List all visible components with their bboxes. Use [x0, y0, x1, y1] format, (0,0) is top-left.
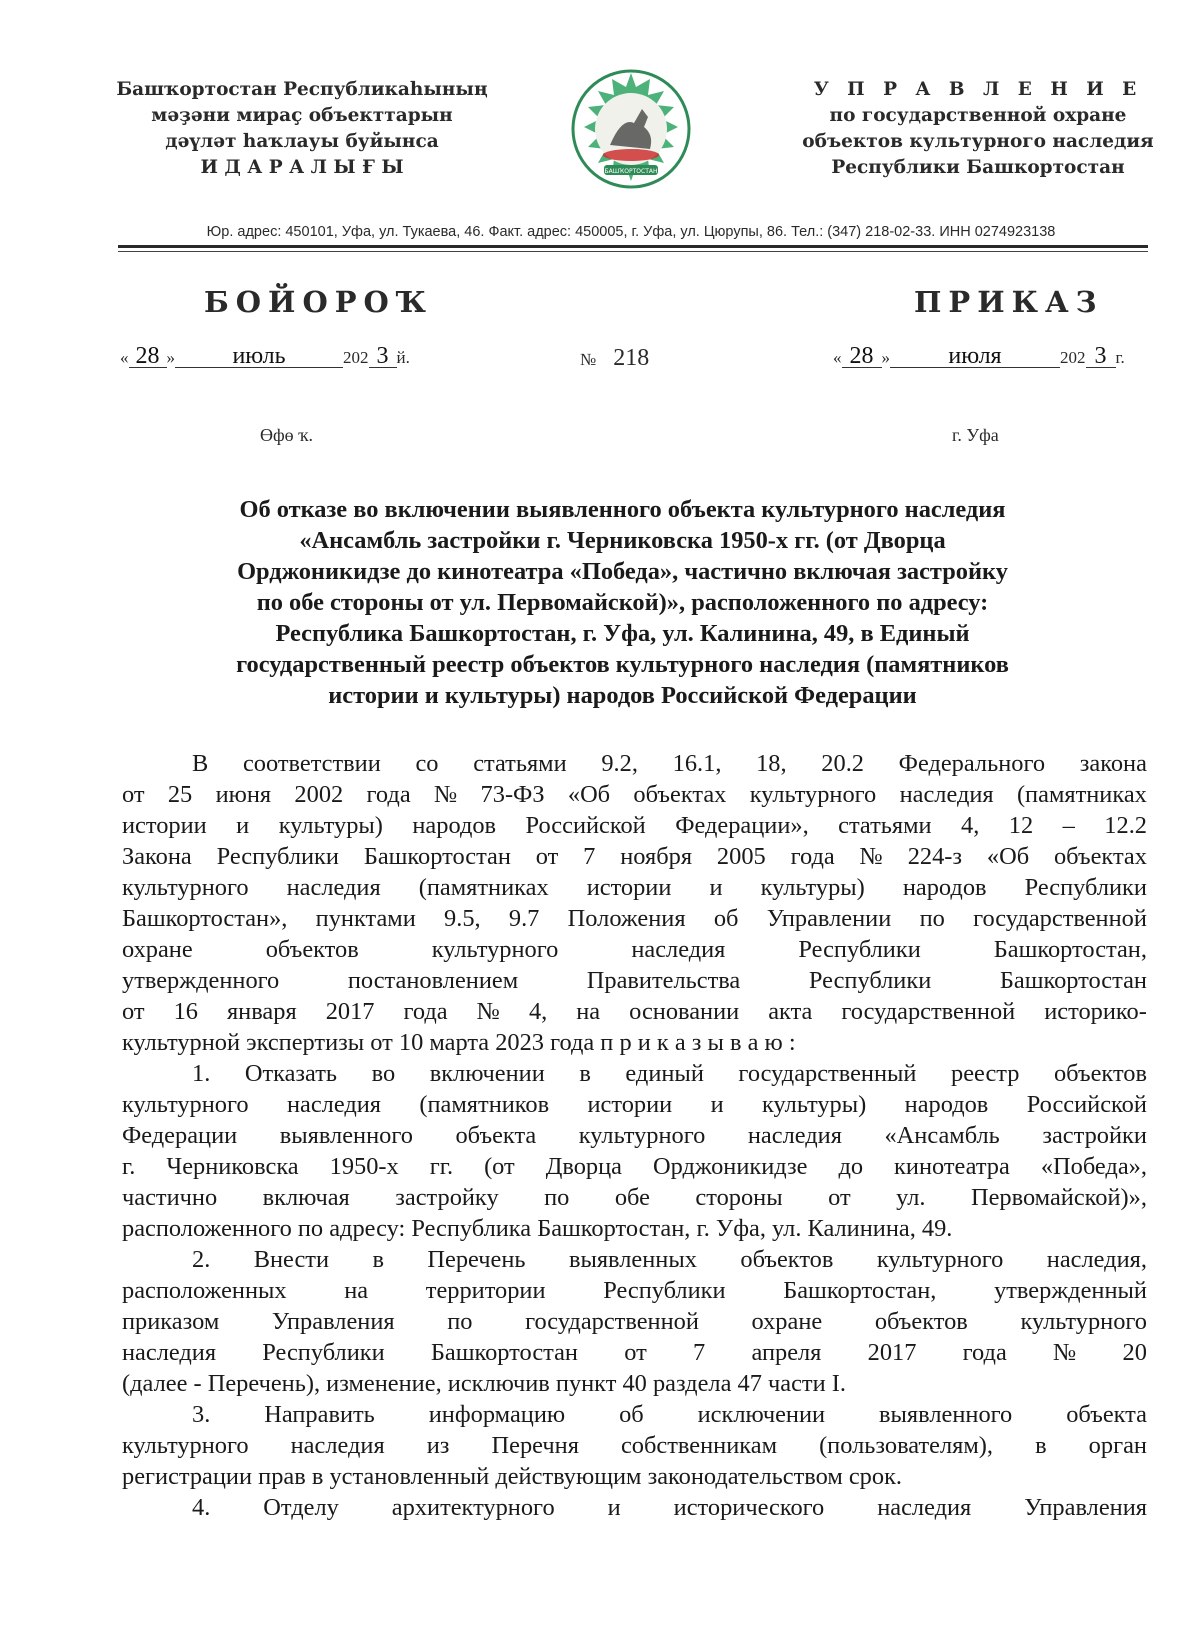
body-word: застройки — [1042, 1122, 1147, 1149]
date-suffix: г. — [1115, 348, 1125, 367]
body-word: объекта — [455, 1122, 537, 1149]
body-word: объектах — [1053, 843, 1147, 870]
body-word: во — [371, 1060, 396, 1087]
body-word: историко- — [1044, 998, 1147, 1025]
body-word: истории — [586, 874, 672, 901]
body-word: 20.2 — [821, 750, 864, 777]
body-word: государственной — [525, 1308, 699, 1335]
body-word: наследия, — [1046, 1246, 1147, 1273]
body-word: Республики — [1024, 874, 1147, 901]
body-word: объектах — [633, 781, 727, 808]
body-word: 9.7 — [508, 905, 540, 932]
body-word: года — [403, 998, 448, 1025]
subject-line: по обе стороны от ул. Первомайской)», расположенного по адресу: — [256, 589, 989, 616]
body-word: объектов — [1053, 1060, 1147, 1087]
body-word: в — [372, 1246, 384, 1273]
body-word: Федерального — [898, 750, 1046, 777]
body-word: собственникам — [620, 1432, 777, 1459]
body-word: из — [426, 1432, 450, 1459]
order-number — [580, 345, 649, 372]
date-right — [833, 345, 1125, 369]
subject-line: истории и культуры) народов Российской Федерации — [328, 682, 917, 709]
body-word: наследия — [286, 1091, 381, 1118]
body-word: от — [535, 843, 559, 870]
header-right-block — [778, 77, 1178, 181]
body-word: Отказать — [244, 1060, 338, 1087]
body-word: «Об — [986, 843, 1030, 870]
body-word: (от — [484, 1153, 515, 1180]
body-word: Правительства — [586, 967, 741, 994]
number-sign: № — [580, 350, 597, 369]
header-divider-thin — [118, 251, 1148, 252]
body-word: (памятниках — [418, 874, 549, 901]
body-word: наследия — [290, 1432, 385, 1459]
body-line — [122, 779, 1147, 810]
body-word: застройку — [395, 1184, 499, 1211]
body-word: 2. — [192, 1246, 211, 1273]
body-word: включении — [429, 1060, 545, 1087]
body-word: 4. — [192, 1494, 211, 1521]
body-word: народов — [904, 1091, 989, 1118]
subject-line: Республика Башкортостан, г. Уфа, ул. Калинина, 49, в Единый — [275, 620, 970, 647]
body-word: государственной — [841, 998, 1016, 1025]
body-word: по — [919, 905, 945, 932]
number-value: 218 — [613, 345, 650, 371]
emblem-caption: БАШҠОРТОСТАН — [604, 168, 658, 175]
body-word: Башкортостан, — [783, 1277, 937, 1304]
body-line — [122, 810, 1147, 841]
body-word: со — [415, 750, 439, 777]
header-right-line: по государственной охране — [829, 105, 1127, 126]
body-word: от — [828, 1184, 851, 1211]
body-word: Российской — [1026, 1091, 1147, 1118]
date-day: 28 — [842, 345, 882, 368]
body-line: расположенного по адресу: Республика Башкортостан, г. Уфа, ул. Калинина, 49. — [122, 1215, 953, 1242]
body-word: культурного — [122, 1432, 249, 1459]
body-word: и — [709, 874, 723, 901]
title-bashkir: БОЙОРОҠ — [204, 285, 433, 319]
body-word: 73-ФЗ — [480, 781, 545, 808]
body-word: Перечня — [491, 1432, 579, 1459]
body-word: народов — [412, 812, 497, 839]
body-word: ноября — [620, 843, 693, 870]
body-word: Закона — [122, 843, 192, 870]
body-word: апреля — [751, 1339, 822, 1366]
body-word: июня — [215, 781, 272, 808]
body-word: 7 — [583, 843, 596, 870]
body-word: 12.2 — [1104, 812, 1147, 839]
body-word: ул. — [896, 1184, 926, 1211]
body-word: в — [579, 1060, 591, 1087]
body-word: объектов — [874, 1308, 968, 1335]
body-word: (памятниках — [1016, 781, 1147, 808]
body-word: № — [476, 998, 500, 1025]
body-word: и — [236, 812, 250, 839]
body-word: охране — [751, 1308, 823, 1335]
title-russian: ПРИКАЗ — [914, 285, 1104, 319]
quote-open: « — [120, 348, 129, 367]
body-line — [122, 1399, 1147, 1430]
body-word: выявленного — [279, 1122, 413, 1149]
body-word: 2017 — [867, 1339, 917, 1366]
subject-line: Об отказе во включении выявленного объекта культурного наследия — [239, 496, 1006, 523]
body-word: 16 — [173, 998, 198, 1025]
body-line: культурной экспертизы от 10 марта 2023 года п р и к а з ы в а ю : — [122, 1029, 796, 1056]
body-word: 4, — [961, 812, 980, 839]
subject-line: государственный реестр объектов культурного наследия (памятников — [236, 651, 1009, 678]
body-word: Управлении — [766, 905, 892, 932]
body-word: года — [962, 1339, 1007, 1366]
body-word: Республики — [603, 1277, 726, 1304]
body-word: Башкортостан — [999, 967, 1147, 994]
body-word: государственный — [738, 1060, 917, 1087]
body-line — [122, 1275, 1147, 1306]
body-word: Республики — [798, 936, 921, 963]
body-word: культуры) — [760, 874, 865, 901]
body-word: информацию — [428, 1401, 566, 1428]
body-word: акта — [768, 998, 813, 1025]
body-word: Управления — [271, 1308, 395, 1335]
body-word: – — [1062, 812, 1075, 839]
body-word: кинотеатра — [894, 1153, 1010, 1180]
body-word: гг. — [429, 1153, 454, 1180]
body-word: обе — [614, 1184, 650, 1211]
body-word: наследия — [899, 781, 994, 808]
body-word: включая — [262, 1184, 350, 1211]
body-word: Федерации», — [675, 812, 809, 839]
date-year-digit: 3 — [1086, 345, 1116, 368]
body-line — [122, 1151, 1147, 1182]
body-word: Управления — [1024, 1494, 1147, 1521]
body-line — [122, 1492, 1147, 1523]
body-word: по — [447, 1308, 473, 1335]
body-word: объектов — [265, 936, 359, 963]
body-word: Внести — [253, 1246, 330, 1273]
date-day: 28 — [129, 345, 167, 368]
body-word: Республики — [808, 967, 932, 994]
body-word: (памятников — [419, 1091, 550, 1118]
body-word: Перечень — [427, 1246, 526, 1273]
body-word: исключении — [697, 1401, 826, 1428]
date-year-prefix: 202 — [343, 348, 369, 367]
body-word: объекта — [1066, 1401, 1147, 1428]
body-word: 7 — [693, 1339, 706, 1366]
body-word: истории — [122, 812, 207, 839]
body-line — [122, 872, 1147, 903]
body-line — [122, 1244, 1147, 1275]
body-word: Башкортостан — [430, 1339, 578, 1366]
body-word: культурного — [876, 1246, 1004, 1273]
body-word: Первомайской)», — [970, 1184, 1147, 1211]
bashkortostan-emblem-icon — [570, 65, 692, 193]
body-word: от — [624, 1339, 647, 1366]
order-subject — [120, 494, 1125, 711]
body-line — [122, 841, 1147, 872]
body-line — [122, 965, 1147, 996]
body-word: об — [713, 905, 739, 932]
header-right-line: Республики Башкортостан — [831, 157, 1125, 178]
body-word: об — [619, 1401, 644, 1428]
body-word: Башкортостан — [363, 843, 511, 870]
body-word: соответствии — [242, 750, 381, 777]
body-word: реестр — [951, 1060, 1020, 1087]
body-word: по — [544, 1184, 570, 1211]
body-word: объектов — [740, 1246, 834, 1273]
body-word: Направить — [264, 1401, 375, 1428]
body-line: регистрации прав в установленный действующим законодательством срок. — [122, 1463, 903, 1490]
subject-line: «Ансамбль застройки г. Черниковска 1950-х гг. (от Дворца — [299, 527, 946, 554]
body-word: наследия — [631, 936, 726, 963]
city-bashkir: Өфө ҡ. — [260, 425, 313, 445]
body-line — [122, 1089, 1147, 1120]
body-word: статьями — [473, 750, 567, 777]
quote-open: « — [833, 348, 842, 367]
date-year-prefix: 202 — [1060, 348, 1086, 367]
body-word: культурного — [749, 781, 877, 808]
body-word: января — [226, 998, 297, 1025]
body-word: наследия — [747, 1122, 842, 1149]
body-word: основании — [629, 998, 740, 1025]
body-word: и — [607, 1494, 621, 1521]
body-word: закона — [1079, 750, 1147, 777]
body-word: Башкортостан», — [122, 905, 288, 932]
body-word: 1950-х — [329, 1153, 399, 1180]
body-word: культурного — [431, 936, 559, 963]
body-word: 18, — [756, 750, 787, 777]
body-line — [122, 996, 1147, 1027]
body-word: государственной — [973, 905, 1147, 932]
body-word: культурного — [578, 1122, 706, 1149]
body-word: Федерации — [122, 1122, 238, 1149]
body-line — [122, 1430, 1147, 1461]
city-russian: г. Уфа — [952, 425, 999, 445]
body-word: 3. — [192, 1401, 211, 1428]
body-word: Положения — [567, 905, 686, 932]
body-word: стороны — [695, 1184, 783, 1211]
body-word: утвержденный — [994, 1277, 1147, 1304]
body-word: от — [122, 781, 145, 808]
body-word: Башкортостан, — [993, 936, 1147, 963]
body-line — [122, 1058, 1147, 1089]
body-word: «Об — [567, 781, 611, 808]
body-word: статьями — [838, 812, 932, 839]
body-word: года — [366, 781, 411, 808]
body-word: территории — [425, 1277, 546, 1304]
body-word: на — [344, 1277, 369, 1304]
body-word: 2005 — [716, 843, 766, 870]
body-word: орган — [1088, 1432, 1147, 1459]
body-word: 16.1, — [672, 750, 722, 777]
body-word: Черниковска — [166, 1153, 299, 1180]
body-word: 9.5, — [444, 905, 481, 932]
quote-close: » — [166, 348, 175, 367]
body-word: Дворца — [545, 1153, 622, 1180]
body-word: 12 — [1008, 812, 1034, 839]
body-word: истории — [587, 1091, 673, 1118]
body-word: наследия — [122, 1339, 217, 1366]
body-word: Российской — [525, 812, 646, 839]
header-divider — [118, 245, 1148, 248]
body-line: (далее - Перечень), изменение, исключив пункт 40 раздела 47 части I. — [122, 1370, 846, 1397]
body-word: и — [710, 1091, 724, 1118]
body-word: № — [1053, 1339, 1077, 1366]
body-word: наследия — [877, 1494, 972, 1521]
organization-address: Юр. адрес: 450101, Уфа, ул. Тукаева, 46. Факт. адрес: 450005, г. Уфа, ул. Цюрупы, 86. Тел.: (347) 218-02-33. ИНН 0274923138 — [206, 224, 1056, 240]
body-word: 2002 — [294, 781, 344, 808]
body-word: Отделу — [263, 1494, 339, 1521]
body-word: Республики — [262, 1339, 385, 1366]
body-word: народов — [902, 874, 987, 901]
body-word: выявленных — [568, 1246, 697, 1273]
body-word: 224-з — [907, 843, 963, 870]
body-line — [122, 1120, 1147, 1151]
body-word: «Ансамбль — [884, 1122, 1000, 1149]
header-left-line: Башҡортостан Республикаһының — [116, 79, 488, 100]
body-word: исторического — [673, 1494, 825, 1521]
body-line — [122, 1306, 1147, 1337]
body-word: «Победа», — [1040, 1153, 1147, 1180]
date-month: июля — [890, 345, 1060, 368]
body-line — [122, 903, 1147, 934]
body-word: В — [192, 750, 209, 777]
header-left-line: И Д А Р А Л Ы Ғ Ы — [200, 157, 404, 178]
body-word: единый — [625, 1060, 704, 1087]
body-word: архитектурного — [391, 1494, 555, 1521]
body-line — [122, 1182, 1147, 1213]
body-word: частично — [122, 1184, 218, 1211]
body-word: охране — [122, 936, 193, 963]
body-word: утвержденного — [122, 967, 280, 994]
body-word: 4, — [528, 998, 548, 1025]
body-word: 1. — [192, 1060, 211, 1087]
body-word: 25 — [167, 781, 193, 808]
body-word: в — [1035, 1432, 1047, 1459]
body-word: Республики — [216, 843, 339, 870]
body-line — [122, 934, 1147, 965]
body-word: культурного — [122, 1091, 249, 1118]
date-year-digit: 3 — [369, 345, 397, 368]
body-word: 2017 — [325, 998, 375, 1025]
date-left — [120, 345, 410, 369]
body-word: постановлением — [347, 967, 519, 994]
body-line — [122, 1337, 1147, 1368]
body-word: на — [576, 998, 601, 1025]
date-suffix: й. — [396, 348, 410, 367]
header-left-line: мәҙәни мираҫ объекттарын — [151, 105, 453, 126]
body-word: Орджоникидзе — [652, 1153, 808, 1180]
body-word: 20 — [1122, 1339, 1147, 1366]
body-word: культуры) — [278, 812, 383, 839]
body-word: пунктами — [315, 905, 416, 932]
body-word: культурного — [1020, 1308, 1147, 1335]
body-word: культуры) — [762, 1091, 867, 1118]
header-right-line: объектов культурного наследия — [802, 131, 1154, 152]
body-word: до — [838, 1153, 864, 1180]
body-word: расположенных — [122, 1277, 287, 1304]
body-word: приказом — [122, 1308, 220, 1335]
header-left-line: дәүләт һаҡлауы буйынса — [165, 131, 439, 152]
body-word: (пользователям), — [819, 1432, 994, 1459]
body-word: 9.2, — [601, 750, 638, 777]
body-word: № — [433, 781, 458, 808]
body-word: № — [859, 843, 883, 870]
date-month: июль — [175, 345, 343, 368]
body-word: наследия — [286, 874, 381, 901]
header-left-block — [92, 77, 512, 181]
subject-line: Орджоникидзе до кинотеатра «Победа», частично включая застройку — [237, 558, 1008, 585]
body-word: г. — [122, 1153, 136, 1180]
order-body — [122, 748, 1147, 1523]
body-word: выявленного — [879, 1401, 1013, 1428]
body-line — [122, 748, 1147, 779]
body-word: от — [122, 998, 145, 1025]
body-word: года — [790, 843, 835, 870]
body-word: культурного — [122, 874, 249, 901]
quote-close: » — [881, 348, 890, 367]
header-right-line: У П Р А В Л Е Н И Е — [813, 79, 1143, 100]
